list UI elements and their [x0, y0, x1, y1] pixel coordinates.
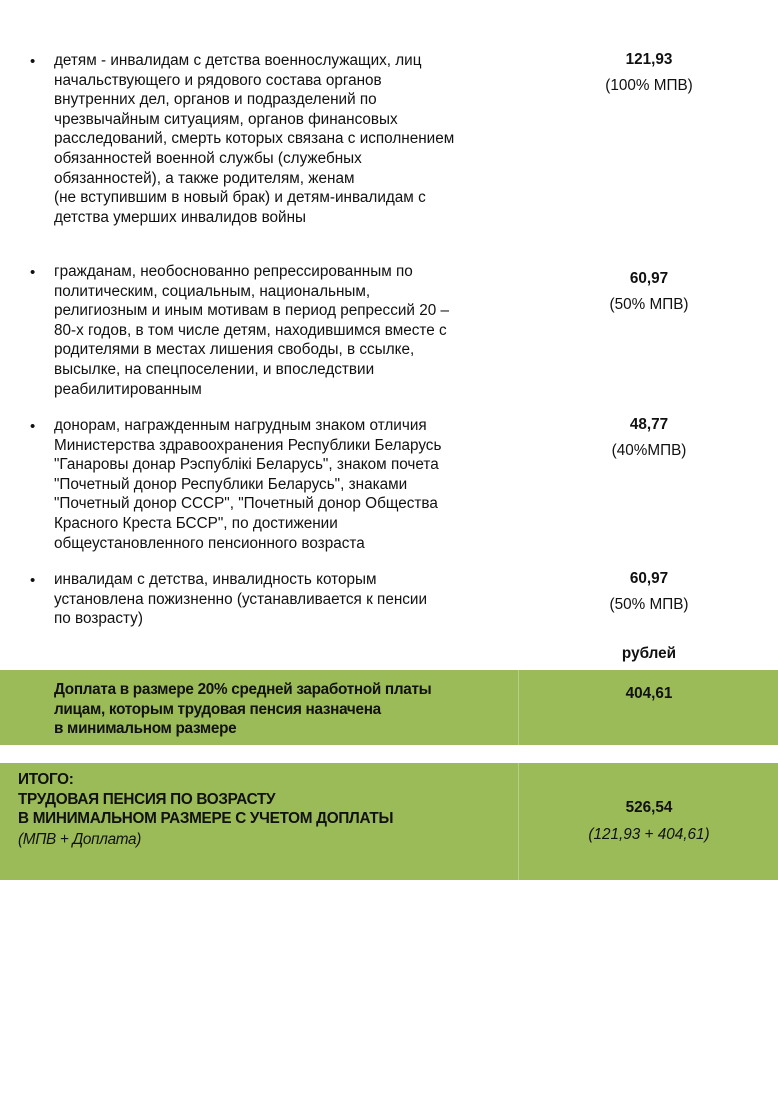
amount: 60,97 — [629, 270, 669, 287]
amount: 48,77 — [629, 416, 669, 433]
item-value — [540, 270, 758, 314]
item-value — [540, 570, 758, 614]
divider — [518, 763, 519, 880]
item-value — [540, 416, 758, 460]
bullet-icon: • — [30, 264, 36, 281]
bullet-icon: • — [30, 53, 36, 70]
amount: 121,93 — [625, 51, 673, 68]
supplement-amount: 404,61 — [625, 685, 673, 702]
total-formula-value: (121,93 + 404,61) — [588, 826, 710, 843]
bullet-icon: • — [30, 418, 36, 435]
item-text: гражданам, необоснованно репрессированным по политическим, социальным, национальным, религиозным и иным мотивам в период репрессий 20 – 80-х годов, в том числе детям, находившимся вместе с родителями в местах лишения свободы, в ссылке, высылке, на спецпоселении, и впоследствии реабилитированным — [54, 263, 449, 398]
item-value — [540, 51, 758, 95]
bullet-icon: • — [30, 572, 36, 589]
divider — [518, 670, 519, 745]
supplement-text: Доплата в размере 20% средней заработной платы лицам, которым трудовая пенсия назначена в минимальном размере — [54, 681, 432, 737]
percent: (50% МПВ) — [609, 296, 689, 313]
currency-label: рублей — [621, 645, 677, 662]
supplement-band — [0, 670, 778, 745]
percent: (100% МПВ) — [605, 77, 693, 94]
item-text: детям - инвалидам с детства военнослужащих, лиц начальствующего и рядового состава органов внутренних дел, органов и подразделений по чрезвычайным ситуациям, органов финансовых расследований, смерть которых связана с исполнением обязанностей военной службы (служебных обязанностей), а также родителям, женам (не вступившим в новый брак) и детям-инвалидам с детства умерших инвалидов войны — [54, 52, 455, 226]
total-amount: 526,54 — [625, 799, 673, 816]
total-formula-label: (МПВ + Доплата) — [18, 831, 142, 848]
amount: 60,97 — [629, 570, 669, 587]
total-heading: ИТОГО: ТРУДОВАЯ ПЕНСИЯ ПО ВОЗРАСТУ В МИНИМАЛЬНОМ РАЗМЕРЕ С УЧЕТОМ ДОПЛАТЫ — [18, 771, 394, 827]
total-band — [0, 763, 778, 880]
item-text: инвалидам с детства, инвалидность которым установлена пожизненно (устанавливается к пенсии по возрасту) — [54, 571, 428, 628]
item-text: донорам, награжденным нагрудным знаком отличия Министерства здравоохранения Республики Беларусь "Ганаровы донар Рэспублiкi Беларусь", знаком почета "Почетный донор Республики Беларусь", знаками "Почетный донор СССР", "Почетный донор Общества Красного Креста БССР", по достижении общеустановленного пенсионного возраста — [54, 417, 442, 552]
percent: (40%МПВ) — [611, 442, 687, 459]
percent: (50% МПВ) — [609, 596, 689, 613]
